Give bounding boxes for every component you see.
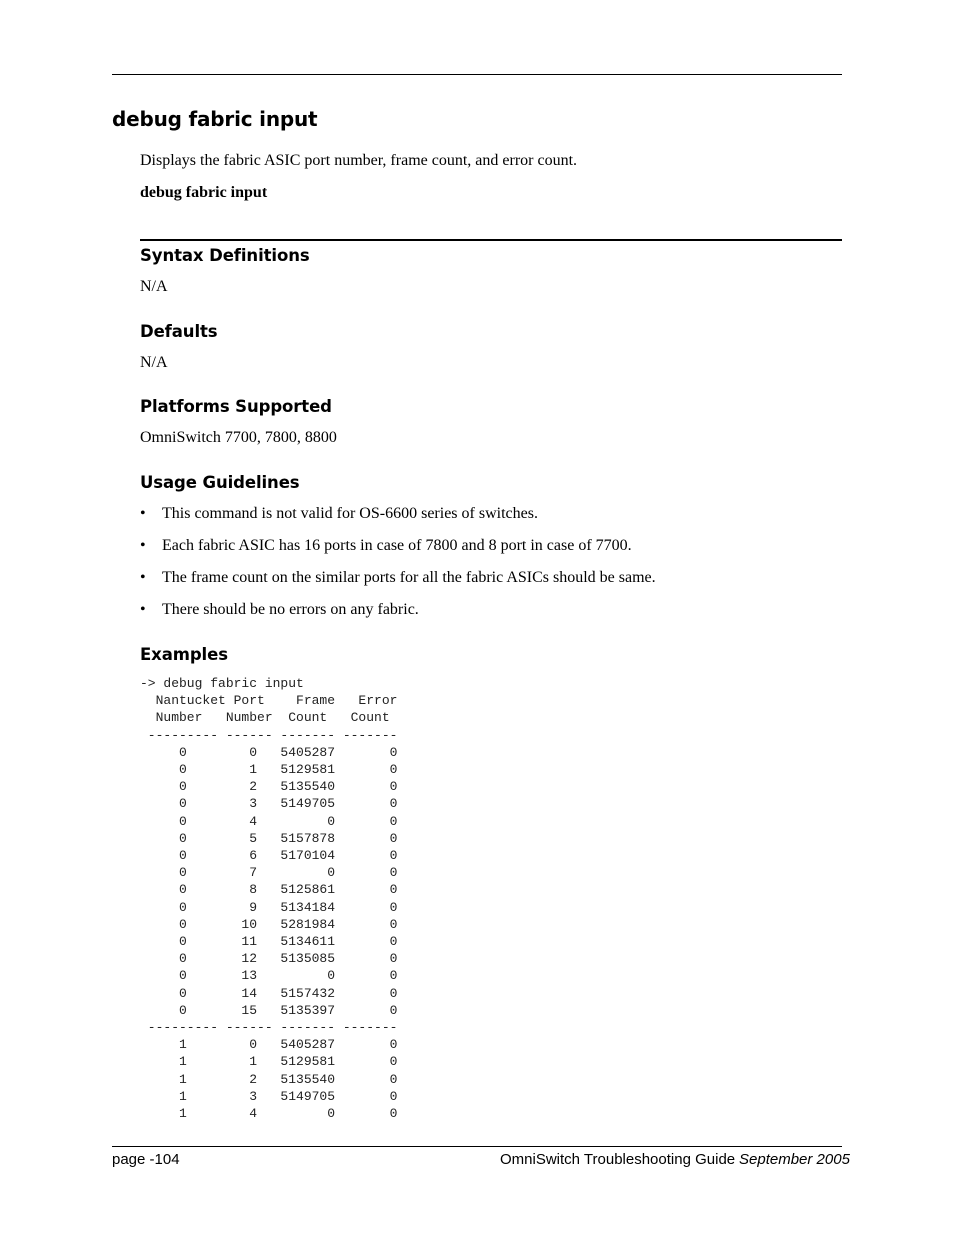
table-row: 0 8 5125861 0 — [140, 882, 398, 898]
syntax-definitions-heading: Syntax Definitions — [140, 246, 310, 265]
platforms-heading: Platforms Supported — [140, 397, 332, 416]
table-row: 0 5 5157878 0 — [140, 830, 398, 846]
platforms-text: OmniSwitch 7700, 7800, 8800 — [140, 429, 337, 446]
page-title: debug fabric input — [112, 107, 318, 131]
page-number: page -104 — [112, 1151, 180, 1168]
example-command-line: -> debug fabric input — [140, 676, 304, 691]
table-separator: --------- ------ ------- ------- — [140, 727, 398, 743]
usage-bullet-text: There should be no errors on any fabric. — [162, 601, 419, 618]
usage-bullet — [140, 600, 419, 620]
defaults-heading: Defaults — [140, 322, 218, 341]
bullet-dot: • — [140, 505, 146, 522]
table-row: 0 3 5149705 0 — [140, 796, 398, 812]
usage-bullet-text: Each fabric ASIC has 16 ports in case of 7800 and 8 port in case of 7700. — [162, 537, 632, 554]
table-row: 1 1 5129581 0 — [140, 1054, 398, 1070]
table-row: 1 0 5405287 0 — [140, 1037, 398, 1053]
syntax-command: debug fabric input — [140, 184, 268, 201]
usage-bullet — [140, 536, 632, 556]
bullet-dot: • — [140, 601, 146, 618]
table-row: 1 2 5135540 0 — [140, 1071, 398, 1087]
table-row: 0 14 5157432 0 — [140, 985, 398, 1001]
table-row: 0 2 5135540 0 — [140, 779, 398, 795]
table-row: 1 3 5149705 0 — [140, 1088, 398, 1104]
table-row: 0 6 5170104 0 — [140, 848, 398, 864]
usage-bullet-text: The frame count on the similar ports for all the fabric ASICs should be same. — [162, 569, 656, 586]
table-row: 0 4 0 0 — [140, 813, 398, 829]
table-row: 0 1 5129581 0 — [140, 762, 398, 778]
table-rows — [140, 745, 397, 1121]
bullet-dot: • — [140, 569, 146, 586]
table-header-line-2: Number Number Count Count — [140, 710, 390, 726]
bullet-dot: • — [140, 537, 146, 554]
usage-bullet — [140, 504, 538, 524]
table-header-line-1: Nantucket Port Frame Error — [140, 693, 398, 709]
examples-heading: Examples — [140, 645, 228, 664]
table-row: 0 13 0 0 — [140, 968, 398, 984]
table-row: 0 9 5134184 0 — [140, 899, 398, 915]
table-row: 0 15 5135397 0 — [140, 1002, 398, 1018]
usage-guidelines-heading: Usage Guidelines — [140, 473, 300, 492]
guide-title: OmniSwitch Troubleshooting Guide — [500, 1151, 736, 1168]
example-output — [140, 675, 397, 1122]
defaults-text: N/A — [140, 354, 168, 371]
table-row: 1 4 0 0 — [140, 1106, 398, 1122]
top-rule — [112, 74, 842, 75]
section-rule — [140, 239, 842, 241]
table-separator: --------- ------ ------- ------- — [140, 1020, 398, 1036]
table-row: 0 10 5281984 0 — [140, 916, 398, 932]
table-row: 0 12 5135085 0 — [140, 951, 398, 967]
syntax-definitions-text: N/A — [140, 278, 168, 295]
footer-rule — [112, 1146, 842, 1147]
command-description: Displays the fabric ASIC port number, frame count, and error count. — [140, 152, 578, 169]
publication-date: September 2005 — [739, 1151, 850, 1168]
usage-bullet — [140, 568, 656, 588]
usage-bullet-text: This command is not valid for OS-6600 series of switches. — [162, 505, 538, 522]
table-row: 0 11 5134611 0 — [140, 934, 398, 950]
table-row: 0 0 5405287 0 — [140, 744, 398, 760]
table-row: 0 7 0 0 — [140, 865, 398, 881]
